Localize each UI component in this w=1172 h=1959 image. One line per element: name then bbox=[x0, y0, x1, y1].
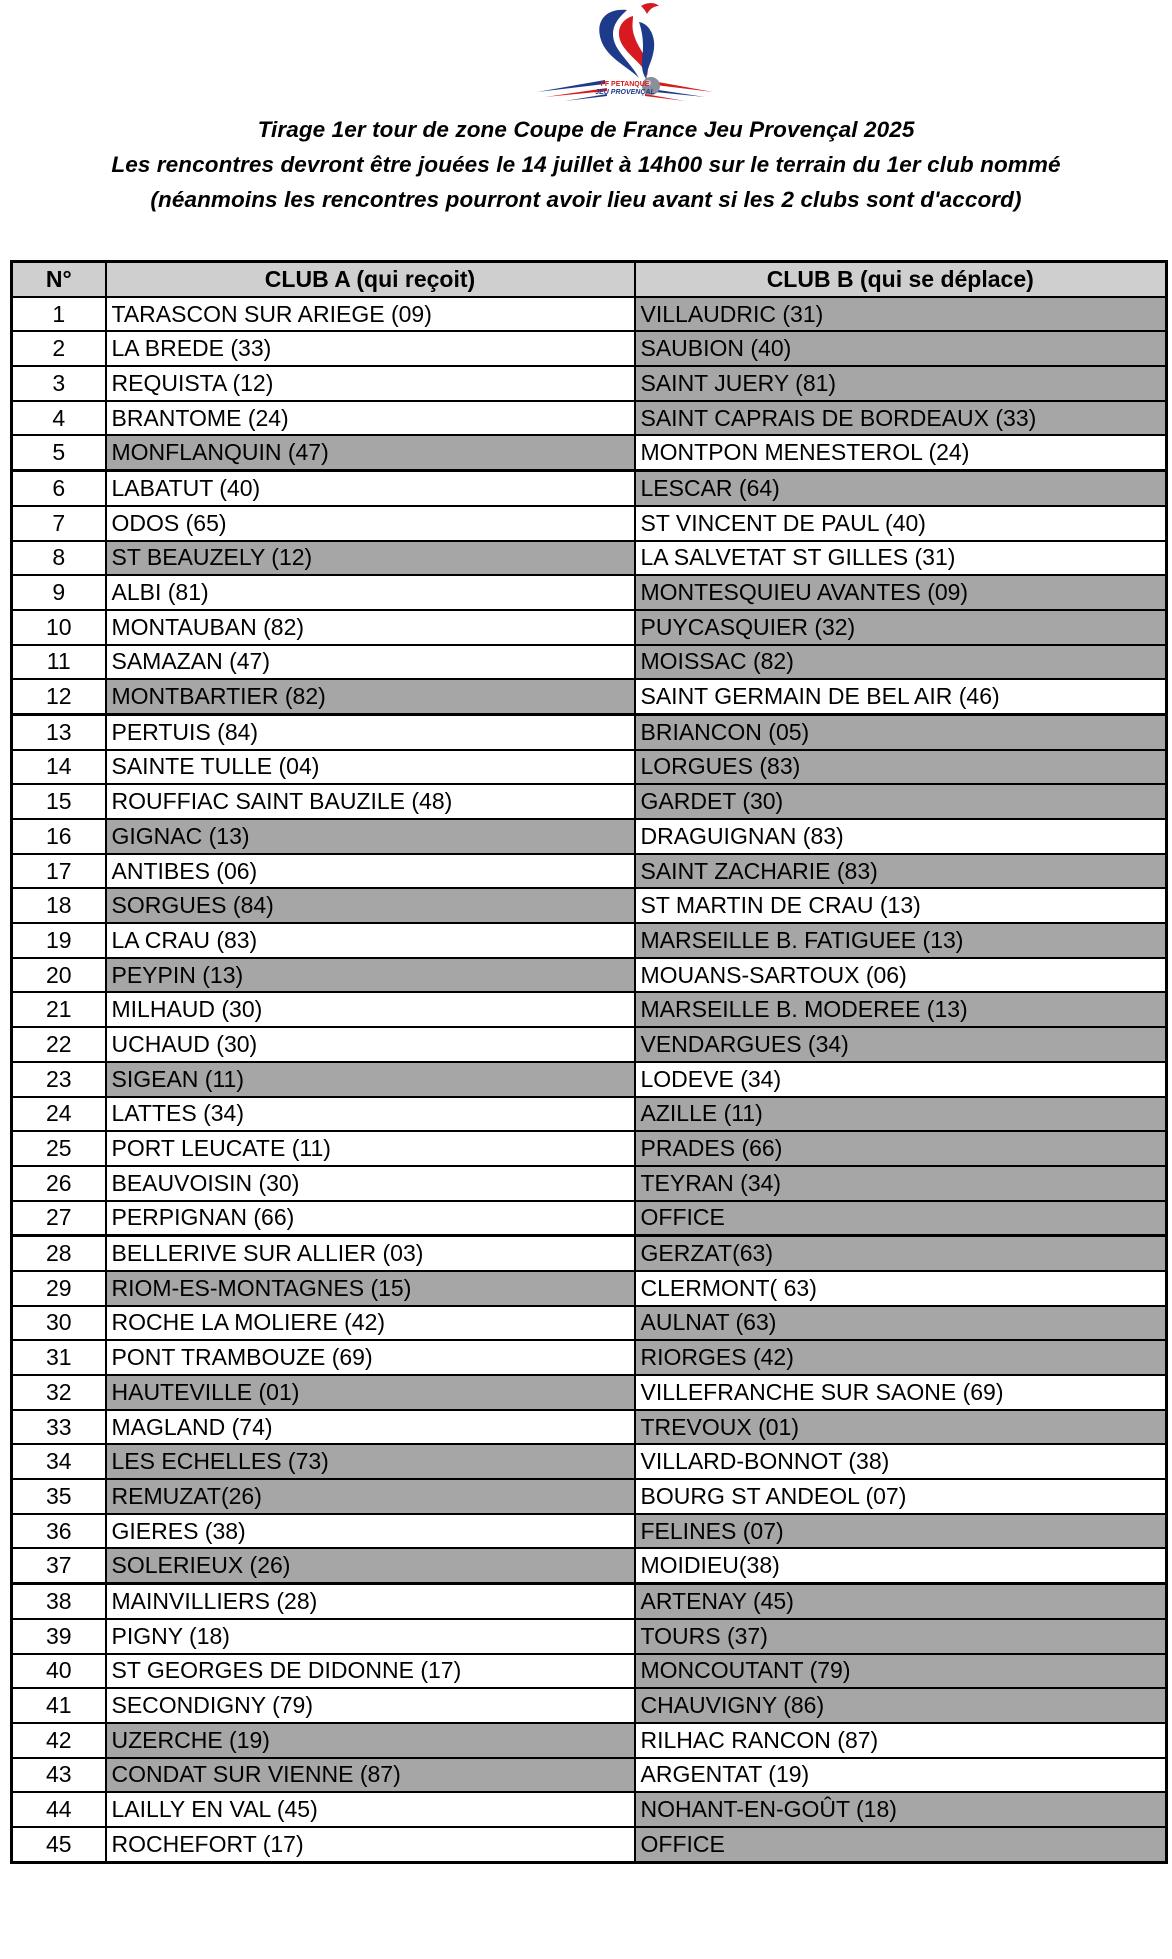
cell-club-b: CLERMONT( 63) bbox=[635, 1271, 1167, 1306]
cell-club-b: SAUBION (40) bbox=[635, 331, 1167, 366]
cell-club-a: ALBI (81) bbox=[106, 575, 635, 610]
cell-club-a: LES ECHELLES (73) bbox=[106, 1444, 635, 1479]
table-row bbox=[12, 1827, 1167, 1862]
cell-club-b: SAINT JUERY (81) bbox=[635, 366, 1167, 401]
cell-club-a: CONDAT SUR VIENNE (87) bbox=[106, 1758, 635, 1793]
table-row bbox=[12, 784, 1167, 819]
cell-number: 34 bbox=[12, 1444, 106, 1479]
cell-club-b: LA SALVETAT ST GILLES (31) bbox=[635, 541, 1167, 576]
cell-club-a: SECONDIGNY (79) bbox=[106, 1688, 635, 1723]
cell-number: 20 bbox=[12, 958, 106, 993]
cell-club-a: ST BEAUZELY (12) bbox=[106, 541, 635, 576]
cell-number: 26 bbox=[12, 1166, 106, 1201]
cell-number: 12 bbox=[12, 679, 106, 714]
cell-number: 2 bbox=[12, 331, 106, 366]
table-row bbox=[12, 610, 1167, 645]
cell-number: 15 bbox=[12, 784, 106, 819]
table-row bbox=[12, 541, 1167, 576]
cell-club-b: ST VINCENT DE PAUL (40) bbox=[635, 506, 1167, 541]
cell-club-b: SAINT CAPRAIS DE BORDEAUX (33) bbox=[635, 401, 1167, 436]
table-row bbox=[12, 1514, 1167, 1549]
cell-number: 1 bbox=[12, 297, 106, 332]
cell-number: 23 bbox=[12, 1062, 106, 1097]
cell-club-b: AZILLE (11) bbox=[635, 1097, 1167, 1132]
table-row bbox=[12, 1688, 1167, 1723]
table-row bbox=[12, 750, 1167, 785]
cell-club-a: REQUISTA (12) bbox=[106, 366, 635, 401]
table-row bbox=[12, 1340, 1167, 1375]
cell-club-a: ODOS (65) bbox=[106, 506, 635, 541]
table-row bbox=[12, 1027, 1167, 1062]
cell-club-a: LAILLY EN VAL (45) bbox=[106, 1792, 635, 1827]
cell-number: 6 bbox=[12, 471, 106, 506]
cell-number: 11 bbox=[12, 645, 106, 680]
cell-number: 41 bbox=[12, 1688, 106, 1723]
table-row bbox=[12, 1306, 1167, 1341]
cell-club-a: UZERCHE (19) bbox=[106, 1723, 635, 1758]
cell-number: 14 bbox=[12, 750, 106, 785]
cell-club-b: MONTESQUIEU AVANTES (09) bbox=[635, 575, 1167, 610]
cell-number: 28 bbox=[12, 1236, 106, 1271]
cell-club-a: MAINVILLIERS (28) bbox=[106, 1584, 635, 1619]
cell-club-a: BEAUVOISIN (30) bbox=[106, 1166, 635, 1201]
cell-number: 16 bbox=[12, 819, 106, 854]
table-row bbox=[12, 1479, 1167, 1514]
cell-club-b: LORGUES (83) bbox=[635, 750, 1167, 785]
table-row bbox=[12, 679, 1167, 714]
cell-number: 22 bbox=[12, 1027, 106, 1062]
table-row bbox=[12, 1584, 1167, 1619]
cell-club-a: GIGNAC (13) bbox=[106, 819, 635, 854]
cell-club-a: SIGEAN (11) bbox=[106, 1062, 635, 1097]
cell-club-b: MONTPON MENESTEROL (24) bbox=[635, 435, 1167, 470]
table-row bbox=[12, 992, 1167, 1027]
cell-club-a: PERPIGNAN (66) bbox=[106, 1201, 635, 1236]
table-row bbox=[12, 1410, 1167, 1445]
cell-club-a: ANTIBES (06) bbox=[106, 854, 635, 889]
cell-club-a: BELLERIVE SUR ALLIER (03) bbox=[106, 1236, 635, 1271]
subtitle-schedule: Les rencontres devront être jouées le 14 juillet à 14h00 sur le terrain du 1er club nommé bbox=[111, 152, 1061, 177]
cell-club-b: ARTENAY (45) bbox=[635, 1584, 1167, 1619]
table-row bbox=[12, 1131, 1167, 1166]
cell-number: 38 bbox=[12, 1584, 106, 1619]
cell-club-a: SOLERIEUX (26) bbox=[106, 1548, 635, 1583]
cell-club-a: LA BREDE (33) bbox=[106, 331, 635, 366]
cell-club-a: ROCHEFORT (17) bbox=[106, 1827, 635, 1862]
document-header bbox=[0, 112, 1172, 217]
cell-number: 4 bbox=[12, 401, 106, 436]
cell-club-a: MONFLANQUIN (47) bbox=[106, 435, 635, 470]
cell-club-a: MILHAUD (30) bbox=[106, 992, 635, 1027]
cell-club-a: PONT TRAMBOUZE (69) bbox=[106, 1340, 635, 1375]
table-row bbox=[12, 1758, 1167, 1793]
cell-club-b: CHAUVIGNY (86) bbox=[635, 1688, 1167, 1723]
cell-number: 8 bbox=[12, 541, 106, 576]
cell-club-b: RILHAC RANCON (87) bbox=[635, 1723, 1167, 1758]
table-row bbox=[12, 1723, 1167, 1758]
table-row bbox=[12, 1271, 1167, 1306]
cell-number: 45 bbox=[12, 1827, 106, 1862]
cell-club-b: DRAGUIGNAN (83) bbox=[635, 819, 1167, 854]
cell-club-a: MAGLAND (74) bbox=[106, 1410, 635, 1445]
cell-club-b: MOIDIEU(38) bbox=[635, 1548, 1167, 1583]
cell-club-b: ST MARTIN DE CRAU (13) bbox=[635, 888, 1167, 923]
cell-number: 7 bbox=[12, 506, 106, 541]
table-row bbox=[12, 819, 1167, 854]
cell-club-a: REMUZAT(26) bbox=[106, 1479, 635, 1514]
table-row bbox=[12, 435, 1167, 470]
cell-club-a: LA CRAU (83) bbox=[106, 923, 635, 958]
cell-club-b: VILLEFRANCHE SUR SAONE (69) bbox=[635, 1375, 1167, 1410]
table-row bbox=[12, 506, 1167, 541]
cell-club-b: BOURG ST ANDEOL (07) bbox=[635, 1479, 1167, 1514]
cell-club-b: MARSEILLE B. MODEREE (13) bbox=[635, 992, 1167, 1027]
cell-number: 13 bbox=[12, 714, 106, 749]
cell-club-a: PORT LEUCATE (11) bbox=[106, 1131, 635, 1166]
cell-number: 27 bbox=[12, 1201, 106, 1236]
cell-number: 32 bbox=[12, 1375, 106, 1410]
cell-club-a: ROCHE LA MOLIERE (42) bbox=[106, 1306, 635, 1341]
cell-club-a: SAMAZAN (47) bbox=[106, 645, 635, 680]
cell-club-b: VENDARGUES (34) bbox=[635, 1027, 1167, 1062]
cell-club-b: OFFICE bbox=[635, 1201, 1167, 1236]
cell-number: 24 bbox=[12, 1097, 106, 1132]
cell-number: 17 bbox=[12, 854, 106, 889]
cell-club-b: MOISSAC (82) bbox=[635, 645, 1167, 680]
cell-number: 39 bbox=[12, 1619, 106, 1654]
cell-club-a: GIERES (38) bbox=[106, 1514, 635, 1549]
cell-club-b: LESCAR (64) bbox=[635, 471, 1167, 506]
cell-club-b: VILLAUDRIC (31) bbox=[635, 297, 1167, 332]
table-row bbox=[12, 1375, 1167, 1410]
cell-club-a: RIOM-ES-MONTAGNES (15) bbox=[106, 1271, 635, 1306]
cell-club-b: PRADES (66) bbox=[635, 1131, 1167, 1166]
table-row bbox=[12, 958, 1167, 993]
cell-club-b: GARDET (30) bbox=[635, 784, 1167, 819]
cell-club-a: TARASCON SUR ARIEGE (09) bbox=[106, 297, 635, 332]
column-header-number: N° bbox=[12, 262, 106, 297]
table-row bbox=[12, 1201, 1167, 1236]
cell-number: 31 bbox=[12, 1340, 106, 1375]
cell-number: 36 bbox=[12, 1514, 106, 1549]
cell-club-b: MOUANS-SARTOUX (06) bbox=[635, 958, 1167, 993]
table-row bbox=[12, 645, 1167, 680]
column-header-club-a: CLUB A (qui reçoit) bbox=[106, 262, 635, 297]
table-row bbox=[12, 854, 1167, 889]
subtitle-note: (néanmoins les rencontres pourront avoir lieu avant si les 2 clubs sont d'accord) bbox=[150, 187, 1022, 212]
cell-club-a: MONTAUBAN (82) bbox=[106, 610, 635, 645]
cell-club-b: RIORGES (42) bbox=[635, 1340, 1167, 1375]
cell-club-a: MONTBARTIER (82) bbox=[106, 679, 635, 714]
cell-number: 18 bbox=[12, 888, 106, 923]
column-header-club-b: CLUB B (qui se déplace) bbox=[635, 262, 1167, 297]
cell-club-a: ROUFFIAC SAINT BAUZILE (48) bbox=[106, 784, 635, 819]
table-row bbox=[12, 1097, 1167, 1132]
table-row bbox=[12, 401, 1167, 436]
cell-club-a: SORGUES (84) bbox=[106, 888, 635, 923]
table-row bbox=[12, 1792, 1167, 1827]
cell-club-b: MONCOUTANT (79) bbox=[635, 1654, 1167, 1689]
cell-club-b: BRIANCON (05) bbox=[635, 714, 1167, 749]
cell-club-b: AULNAT (63) bbox=[635, 1306, 1167, 1341]
cell-club-b: TREVOUX (01) bbox=[635, 1410, 1167, 1445]
table-row bbox=[12, 714, 1167, 749]
cell-number: 9 bbox=[12, 575, 106, 610]
table-row bbox=[12, 1619, 1167, 1654]
cell-number: 5 bbox=[12, 435, 106, 470]
cell-club-b: GERZAT(63) bbox=[635, 1236, 1167, 1271]
page-title: Tirage 1er tour de zone Coupe de France Jeu Provençal 2025 bbox=[257, 117, 915, 142]
cell-club-b: ARGENTAT (19) bbox=[635, 1758, 1167, 1793]
cell-club-a: BRANTOME (24) bbox=[106, 401, 635, 436]
table-row bbox=[12, 1236, 1167, 1271]
cell-club-b: SAINT GERMAIN DE BEL AIR (46) bbox=[635, 679, 1167, 714]
table-row bbox=[12, 1444, 1167, 1479]
cell-club-b: VILLARD-BONNOT (38) bbox=[635, 1444, 1167, 1479]
cell-number: 25 bbox=[12, 1131, 106, 1166]
cell-number: 30 bbox=[12, 1306, 106, 1341]
cell-club-b: NOHANT-EN-GOÛT (18) bbox=[635, 1792, 1167, 1827]
cell-club-a: SAINTE TULLE (04) bbox=[106, 750, 635, 785]
table-row bbox=[12, 297, 1167, 332]
cell-club-a: PEYPIN (13) bbox=[106, 958, 635, 993]
cell-club-a: PERTUIS (84) bbox=[106, 714, 635, 749]
cell-club-a: LATTES (34) bbox=[106, 1097, 635, 1132]
table-row bbox=[12, 1166, 1167, 1201]
cell-number: 33 bbox=[12, 1410, 106, 1445]
cell-club-b: TEYRAN (34) bbox=[635, 1166, 1167, 1201]
table-row bbox=[12, 331, 1167, 366]
cell-number: 21 bbox=[12, 992, 106, 1027]
cell-number: 10 bbox=[12, 610, 106, 645]
cell-club-b: FELINES (07) bbox=[635, 1514, 1167, 1549]
draw-table bbox=[10, 260, 1168, 1864]
cell-club-b: OFFICE bbox=[635, 1827, 1167, 1862]
cell-club-b: PUYCASQUIER (32) bbox=[635, 610, 1167, 645]
cell-number: 40 bbox=[12, 1654, 106, 1689]
cell-club-a: LABATUT (40) bbox=[106, 471, 635, 506]
cell-club-b: SAINT ZACHARIE (83) bbox=[635, 854, 1167, 889]
ffpjp-logo bbox=[535, 0, 715, 112]
cell-club-b: TOURS (37) bbox=[635, 1619, 1167, 1654]
cell-number: 29 bbox=[12, 1271, 106, 1306]
cell-club-a: PIGNY (18) bbox=[106, 1619, 635, 1654]
table-row bbox=[12, 923, 1167, 958]
table-row bbox=[12, 366, 1167, 401]
cell-club-b: MARSEILLE B. FATIGUEE (13) bbox=[635, 923, 1167, 958]
cell-number: 42 bbox=[12, 1723, 106, 1758]
table-row bbox=[12, 1548, 1167, 1583]
table-row bbox=[12, 1062, 1167, 1097]
cell-number: 3 bbox=[12, 366, 106, 401]
table-header-row bbox=[12, 262, 1167, 297]
cell-number: 37 bbox=[12, 1548, 106, 1583]
cell-club-a: ST GEORGES DE DIDONNE (17) bbox=[106, 1654, 635, 1689]
cell-number: 35 bbox=[12, 1479, 106, 1514]
table-row bbox=[12, 1654, 1167, 1689]
cell-club-a: HAUTEVILLE (01) bbox=[106, 1375, 635, 1410]
cell-club-a: UCHAUD (30) bbox=[106, 1027, 635, 1062]
logo-text-line1: FF PETANQUE bbox=[600, 81, 650, 88]
cell-number: 19 bbox=[12, 923, 106, 958]
table-row bbox=[12, 575, 1167, 610]
cell-club-b: LODEVE (34) bbox=[635, 1062, 1167, 1097]
logo-text-line2: JEU PROVENÇAL bbox=[595, 89, 655, 96]
cell-number: 44 bbox=[12, 1792, 106, 1827]
table-row bbox=[12, 471, 1167, 506]
cell-number: 43 bbox=[12, 1758, 106, 1793]
table-row bbox=[12, 888, 1167, 923]
